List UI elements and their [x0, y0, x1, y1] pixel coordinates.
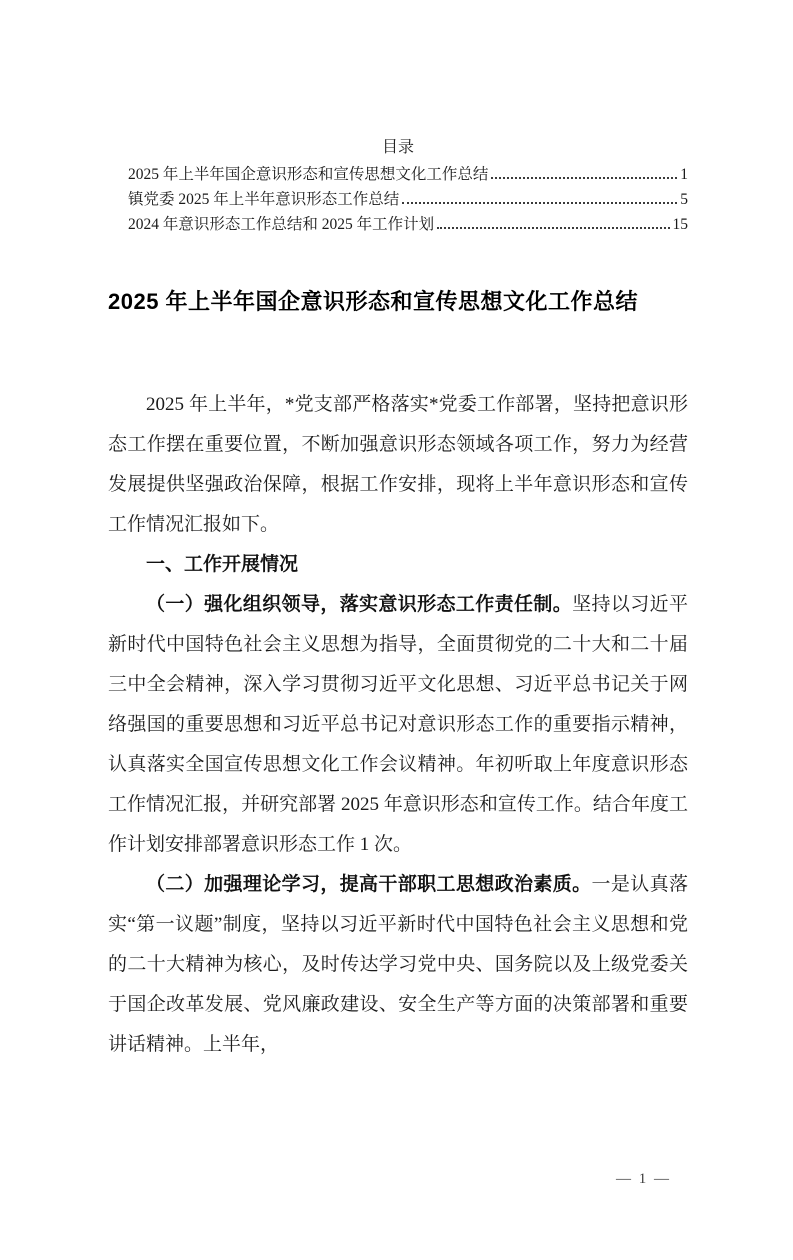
paragraph-2-lead: （二）加强理论学习，提高干部职工思想政治素质。: [146, 874, 592, 895]
toc-heading: 目录: [381, 139, 414, 156]
toc-dot-leader: [437, 227, 669, 229]
paragraph-1-lead: （一）强化组织领导，落实意识形态工作责任制。: [146, 594, 573, 615]
toc-entry-page-number: 5: [680, 191, 688, 208]
toc-entry-title[interactable]: 镇党委 2025 年上半年意识形态工作总结: [128, 191, 400, 208]
paragraph-1-text: 坚持以习近平新时代中国特色社会主义思想为指导，全面贯彻党的二十大和二十届三中全会精神，深入学习贯彻习近平文化思想、习近平总书记关于网络强国的重要思想和习近平总书记对意识形态工作的重要指示精神，认真落实全国宣传思想文化工作会议精神。年初听取上年度意识形态工作情况汇报，并研究部署 2025 年意识形态和宣传工作。结合年度工作计划安排部署意识形态工作 1 次。: [108, 594, 688, 855]
toc-entry[interactable]: [128, 212, 688, 237]
intro-paragraph: 2025 年上半年，*党支部严格落实*党委工作部署，坚持把意识形态工作摆在重要位置，不断加强意识形态领域各项工作，努力为经营发展提供坚强政治保障，根据工作安排，现将上半年意识形态和宣传工作情况汇报如下。: [108, 394, 688, 535]
document-page: [0, 138, 793, 1260]
document-body: [108, 385, 688, 1065]
section-heading-1: 一、工作开展情况: [146, 554, 299, 575]
paragraph-2-text: 一是认真落实“第一议题”制度，坚持以习近平新时代中国特色社会主义思想和党的二十大精神为核心，及时传达学习党中央、国务院以及上级党委关于国企改革发展、党风廉政建设、安全生产等方面的决策部署和重要讲话精神。上半年，: [108, 874, 688, 1055]
document-title: 2025 年上半年国企意识形态和宣传思想文化工作总结: [108, 289, 639, 314]
toc-entry-list: [108, 162, 688, 237]
toc-entry-page-number: 15: [672, 216, 688, 233]
toc-entry-title[interactable]: 2025 年上半年国企意识形态和宣传思想文化工作总结: [128, 166, 489, 183]
toc-entry-page-number: 1: [680, 166, 688, 183]
paragraph-2: [108, 865, 688, 1065]
toc-entry-title[interactable]: 2024 年意识形态工作总结和 2025 年工作计划: [128, 216, 435, 233]
table-of-contents: [108, 138, 688, 237]
toc-dot-leader: [491, 177, 677, 179]
toc-entry[interactable]: [128, 162, 688, 187]
toc-entry[interactable]: [128, 187, 688, 212]
page-number-footer: — 1 —: [616, 1171, 671, 1187]
paragraph-1: [108, 585, 688, 865]
toc-dot-leader: [402, 202, 677, 204]
